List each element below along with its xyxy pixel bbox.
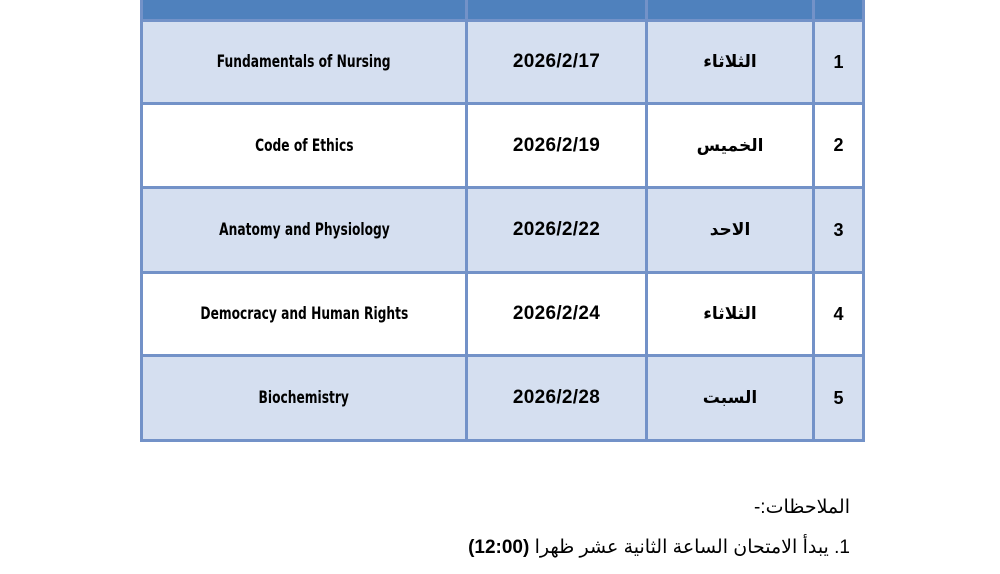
table-row	[142, 356, 864, 441]
subject-cell: Anatomy and Physiology	[218, 220, 390, 240]
note-number: 1.	[834, 537, 850, 558]
note-text: يبدأ الامتحان الساعة الثانية عشر ظهرا	[534, 537, 829, 558]
day-cell: الاحد	[709, 220, 751, 239]
header-cell-subject	[142, 0, 467, 21]
table-row	[142, 273, 864, 356]
table-row	[142, 21, 864, 104]
day-cell: الثلاثاء	[703, 304, 757, 323]
subject-cell: Biochemistry	[258, 388, 350, 408]
header-cell-number	[814, 0, 864, 21]
header-cell-day	[647, 0, 814, 21]
row-number-cell: 5	[833, 387, 844, 408]
row-number-cell: 2	[833, 135, 844, 155]
date-cell: 2026/2/28	[512, 387, 601, 408]
table-header-row	[142, 0, 864, 21]
row-number-cell: 4	[833, 303, 844, 324]
day-cell: السبت	[702, 388, 758, 407]
subject-cell: Code of Ethics	[254, 135, 354, 156]
date-cell: 2026/2/19	[512, 134, 601, 156]
table-row	[142, 104, 864, 188]
day-cell: الثلاثاء	[703, 52, 757, 71]
date-cell: 2026/2/22	[512, 219, 601, 240]
subject-cell: Fundamentals of Nursing	[217, 52, 391, 72]
date-cell: 2026/2/24	[512, 303, 601, 324]
note-time: (12:00)	[468, 537, 530, 558]
table-row	[142, 188, 864, 273]
header-cell-date	[467, 0, 647, 21]
row-number-cell: 1	[833, 51, 844, 72]
day-cell: الخميس	[696, 135, 764, 155]
date-cell: 2026/2/17	[512, 51, 601, 72]
note-item	[468, 536, 850, 559]
subject-cell: Democracy and Human Rights	[200, 304, 408, 324]
notes-title: الملاحظات:-	[753, 497, 850, 518]
exam-schedule-table	[140, 0, 865, 442]
notes-section	[468, 496, 850, 559]
row-number-cell: 3	[833, 219, 844, 240]
